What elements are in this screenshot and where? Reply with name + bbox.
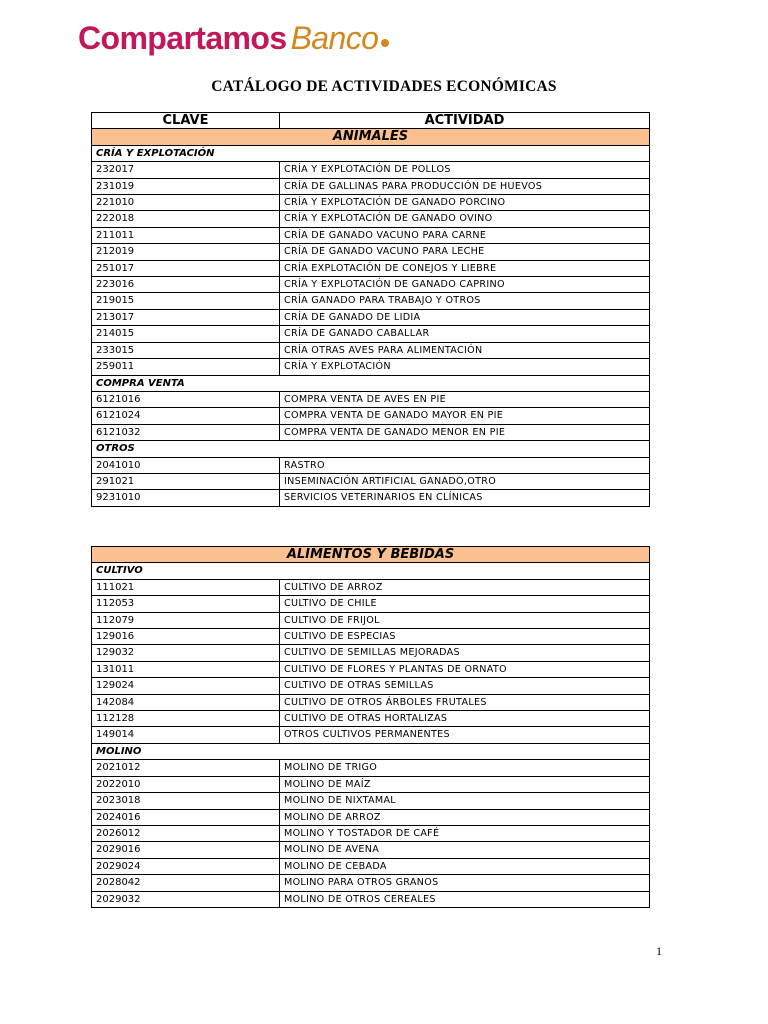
table-row <box>92 424 650 440</box>
activity-name: CULTIVO DE OTROS ÁRBOLES FRUTALES <box>280 694 650 710</box>
activity-name: CULTIVO DE SEMILLAS MEJORADAS <box>280 645 650 661</box>
table-row <box>92 760 650 776</box>
activity-code: 212019 <box>92 244 280 260</box>
table-row <box>92 490 650 506</box>
activity-name: CRÍA Y EXPLOTACIÓN DE GANADO OVINO <box>280 211 650 227</box>
activity-code: 213017 <box>92 309 280 325</box>
table-row <box>92 178 650 194</box>
table-row <box>92 661 650 677</box>
table-row <box>92 645 650 661</box>
activity-code: 112128 <box>92 711 280 727</box>
table-body <box>92 129 650 506</box>
activity-name: MOLINO PARA OTROS GRANOS <box>280 875 650 891</box>
activity-name: CULTIVO DE OTRAS HORTALIZAS <box>280 711 650 727</box>
activity-name: MOLINO DE NIXTAMAL <box>280 793 650 809</box>
activity-code: 2023018 <box>92 793 280 809</box>
column-header-actividad: ACTIVIDAD <box>280 113 650 129</box>
activity-name: CRÍA DE GANADO VACUNO PARA CARNE <box>280 227 650 243</box>
activity-name: CULTIVO DE ESPECIAS <box>280 629 650 645</box>
logo-text-banco: Banco <box>290 20 379 56</box>
table-row <box>92 391 650 407</box>
table-row <box>92 227 650 243</box>
activity-code: 6121016 <box>92 391 280 407</box>
activity-code: 142084 <box>92 694 280 710</box>
table-row <box>92 678 650 694</box>
table-row <box>92 776 650 792</box>
activities-table-alimentos <box>91 546 650 908</box>
table-row <box>92 809 650 825</box>
subcategory-row <box>92 145 650 161</box>
activity-code: 222018 <box>92 211 280 227</box>
activity-name: SERVICIOS VETERINARIOS EN CLÍNICAS <box>280 490 650 506</box>
activities-table-animales <box>91 112 650 507</box>
activity-code: 2021012 <box>92 760 280 776</box>
subcategory-row <box>92 743 650 759</box>
activity-code: 2029024 <box>92 858 280 874</box>
table-row <box>92 579 650 595</box>
activity-name: MOLINO DE TRIGO <box>280 760 650 776</box>
activity-name: MOLINO DE ARROZ <box>280 809 650 825</box>
activity-code: 149014 <box>92 727 280 743</box>
subcategory-title: COMPRA VENTA <box>92 375 650 391</box>
table-row <box>92 596 650 612</box>
activity-name: OTROS CULTIVOS PERMANENTES <box>280 727 650 743</box>
table-row <box>92 727 650 743</box>
activity-name: MOLINO DE MAÍZ <box>280 776 650 792</box>
activity-code: 232017 <box>92 162 280 178</box>
activity-code: 2029032 <box>92 891 280 907</box>
activity-name: CRÍA Y EXPLOTACIÓN DE POLLOS <box>280 162 650 178</box>
activity-name: MOLINO DE CEBADA <box>280 858 650 874</box>
activity-name: MOLINO DE AVENA <box>280 842 650 858</box>
category-row <box>92 129 650 145</box>
table-row <box>92 408 650 424</box>
subcategory-title: OTROS <box>92 441 650 457</box>
table-row <box>92 858 650 874</box>
activity-code: 2041010 <box>92 457 280 473</box>
activity-name: CRÍA DE GANADO VACUNO PARA LECHE <box>280 244 650 260</box>
activity-name: CULTIVO DE CHILE <box>280 596 650 612</box>
table-row <box>92 629 650 645</box>
table-header-row <box>92 113 650 129</box>
activity-name: CRÍA Y EXPLOTACIÓN DE GANADO CAPRINO <box>280 277 650 293</box>
activity-code: 2029016 <box>92 842 280 858</box>
activity-code: 214015 <box>92 326 280 342</box>
activity-code: 259011 <box>92 359 280 375</box>
table-body <box>92 547 650 908</box>
activity-code: 2024016 <box>92 809 280 825</box>
activity-code: 2026012 <box>92 825 280 841</box>
subcategory-title: CRÍA Y EXPLOTACIÓN <box>92 145 650 161</box>
activity-name: CRÍA Y EXPLOTACIÓN DE GANADO PORCINO <box>280 195 650 211</box>
activity-name: INSEMINACIÓN ARTIFICIAL GANADO,OTRO <box>280 473 650 489</box>
table-row <box>92 875 650 891</box>
activity-code: 131011 <box>92 661 280 677</box>
activity-code: 221010 <box>92 195 280 211</box>
activity-code: 291021 <box>92 473 280 489</box>
subcategory-title: CULTIVO <box>92 563 650 579</box>
activity-code: 112079 <box>92 612 280 628</box>
activity-code: 211011 <box>92 227 280 243</box>
table-row <box>92 359 650 375</box>
category-row <box>92 547 650 563</box>
activity-code: 223016 <box>92 277 280 293</box>
table-row <box>92 694 650 710</box>
activity-code: 129016 <box>92 629 280 645</box>
activity-name: COMPRA VENTA DE GANADO MAYOR EN PIE <box>280 408 650 424</box>
activity-name: MOLINO Y TOSTADOR DE CAFÉ <box>280 825 650 841</box>
table-row <box>92 260 650 276</box>
table-row <box>92 711 650 727</box>
table-row <box>92 309 650 325</box>
category-title: ALIMENTOS Y BEBIDAS <box>92 547 650 563</box>
activity-name: CRÍA GANADO PARA TRABAJO Y OTROS <box>280 293 650 309</box>
page-title: CATÁLOGO DE ACTIVIDADES ECONÓMICAS <box>211 78 557 95</box>
activity-name: CULTIVO DE FLORES Y PLANTAS DE ORNATO <box>280 661 650 677</box>
table-row <box>92 842 650 858</box>
table-row <box>92 211 650 227</box>
activity-name: CULTIVO DE OTRAS SEMILLAS <box>280 678 650 694</box>
logo-text-compartamos: Compartamos <box>78 20 287 56</box>
table-row <box>92 195 650 211</box>
activity-code: 112053 <box>92 596 280 612</box>
activity-code: 6121032 <box>92 424 280 440</box>
activity-code: 129032 <box>92 645 280 661</box>
table-row <box>92 825 650 841</box>
category-title: ANIMALES <box>92 129 650 145</box>
activity-name: CRÍA DE GANADO DE LIDIA <box>280 309 650 325</box>
activity-name: CULTIVO DE ARROZ <box>280 579 650 595</box>
activity-code: 111021 <box>92 579 280 595</box>
table-row <box>92 793 650 809</box>
table-row <box>92 342 650 358</box>
activity-name: CULTIVO DE FRIJOL <box>280 612 650 628</box>
activity-name: CRÍA Y EXPLOTACIÓN <box>280 359 650 375</box>
activity-code: 2028042 <box>92 875 280 891</box>
activity-name: CRÍA OTRAS AVES PARA ALIMENTACIÓN <box>280 342 650 358</box>
table-row <box>92 326 650 342</box>
activity-code: 6121024 <box>92 408 280 424</box>
table-row <box>92 612 650 628</box>
activity-code: 129024 <box>92 678 280 694</box>
activity-code: 2022010 <box>92 776 280 792</box>
activity-name: COMPRA VENTA DE AVES EN PIE <box>280 391 650 407</box>
activity-code: 231019 <box>92 178 280 194</box>
subcategory-row <box>92 563 650 579</box>
table-row <box>92 244 650 260</box>
activity-code: 219015 <box>92 293 280 309</box>
table-row <box>92 277 650 293</box>
page-number: 1 <box>656 944 662 958</box>
activity-name: MOLINO DE OTROS CEREALES <box>280 891 650 907</box>
table-row <box>92 457 650 473</box>
table-row <box>92 293 650 309</box>
activity-name: COMPRA VENTA DE GANADO MENOR EN PIE <box>280 424 650 440</box>
subcategory-row <box>92 375 650 391</box>
subcategory-row <box>92 441 650 457</box>
column-header-clave: CLAVE <box>92 113 280 129</box>
registered-mark-icon <box>381 39 389 47</box>
activity-name: CRÍA EXPLOTACIÓN DE CONEJOS Y LIEBRE <box>280 260 650 276</box>
activity-name: RASTRO <box>280 457 650 473</box>
activity-name: CRÍA DE GALLINAS PARA PRODUCCIÓN DE HUEVOS <box>280 178 650 194</box>
subcategory-title: MOLINO <box>92 743 650 759</box>
activity-code: 9231010 <box>92 490 280 506</box>
table-row <box>92 162 650 178</box>
activity-code: 251017 <box>92 260 280 276</box>
activity-name: CRÍA DE GANADO CABALLAR <box>280 326 650 342</box>
table-row <box>92 473 650 489</box>
activity-code: 233015 <box>92 342 280 358</box>
bank-logo <box>78 18 389 58</box>
table-row <box>92 891 650 907</box>
